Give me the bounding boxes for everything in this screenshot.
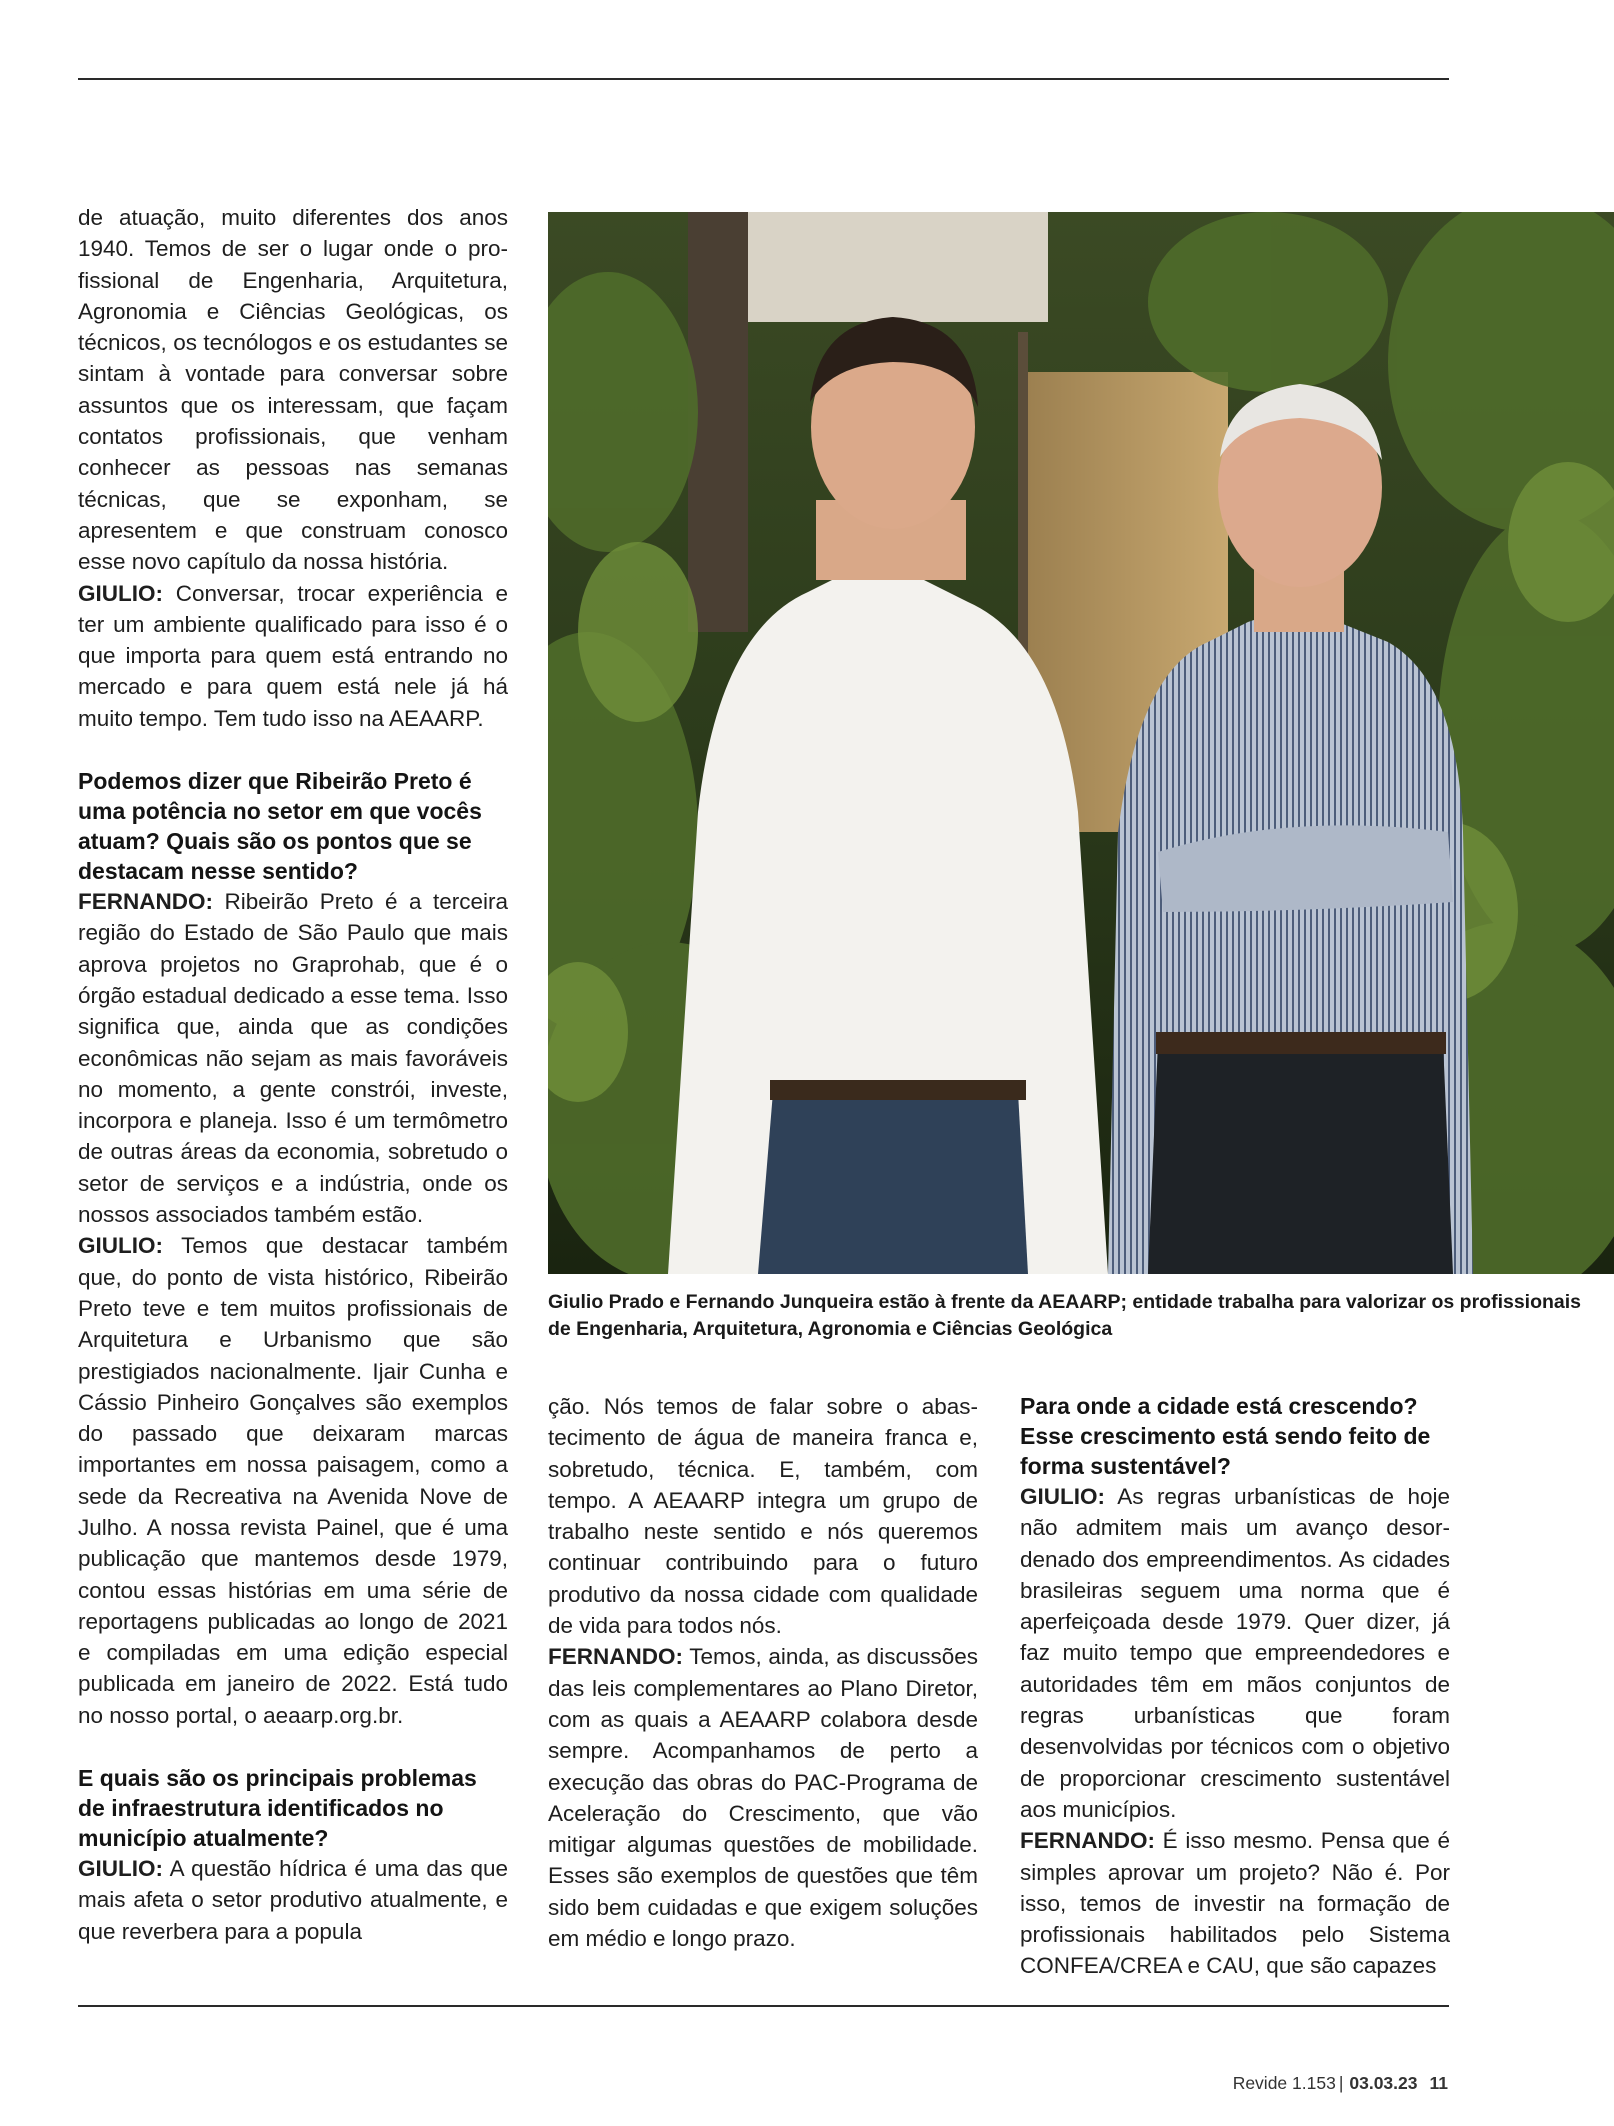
top-rule bbox=[78, 78, 1449, 80]
column-middle bbox=[548, 1391, 978, 1954]
speaker-label: GIULIO: bbox=[1020, 1484, 1105, 1509]
paragraph-text: Ribeirão Preto é a terceira região do Estado de São Paulo que mais aprova projetos no Graprohab, que é o órgão estadual dedicado a esse tema. Isso significa que, ainda que as condições econômicas não sejam as mais favoráveis no momento, a gente constrói, investe, incorpora e planeja. Isso é um termômetro de outras áreas da economia, sobretudo o setor de serviços e a indústria, onde os nossos associados também estão. bbox=[78, 889, 508, 1228]
issue-date: 03.03.23 bbox=[1349, 2073, 1418, 2093]
paragraph-text: Conversar, trocar experiência e ter um ambiente qualificado para isso é o que importa para quem está entrando no mercado e para quem está nele já há muito tempo. Tem tudo isso na AEAARP. bbox=[78, 580, 508, 731]
question-heading: E quais são os principais problemas de infraestrutura identificados no município atualmente? bbox=[78, 1765, 477, 1852]
column-left bbox=[78, 202, 508, 1947]
paragraph-text: A questão hídrica é uma das que mais afeta o setor produtivo atualmente, e que reverbera para a popula bbox=[78, 1856, 508, 1944]
paragraph-text: As regras urbanísticas de hoje não admitem mais um avanço desordenado dos empreendimentos. As cidades brasileiras seguem uma norma que é aperfeiçoada desde 1979. Quer dizer, já faz muito tempo que empreendedores e autoridades têm em mãos conjuntos de regras urbanísticas que foram desenvolvidas por técnicos com o objetivo de proporcionar crescimento sustentável aos municípios. bbox=[1020, 1484, 1450, 1822]
speaker-label: GIULIO: bbox=[78, 580, 163, 606]
paragraph bbox=[1020, 1481, 1450, 1825]
paragraph bbox=[78, 886, 508, 1230]
footer-separator: | bbox=[1338, 2073, 1344, 2093]
page-footer bbox=[1233, 2073, 1448, 2094]
paragraph-text: Temos que destacar também que, do ponto de vista histórico, Ribeirão Preto teve e tem muitos profissionais de Arquitetura e Urbanismo que são prestigiados nacionalmente. Ijair Cunha e Cássio Pinheiro Gonçalves são exemplos do passado que deixaram marcas importantes em nossa paisagem, como a sede da Recreativa na Avenida Nove de Julho. A nossa revista Painel, que é uma publicação que mantemos desde 1979, contou essas histórias em uma série de reportagens publicadas ao longo de 2021 e compiladas em uma edição especial publicada em janeiro de 2022. Está tudo no nosso portal, o aeaarp.org.br. bbox=[78, 1233, 508, 1728]
bottom-rule bbox=[78, 2005, 1449, 2007]
paragraph bbox=[78, 578, 508, 734]
speaker-label: FERNANDO: bbox=[548, 1644, 683, 1670]
question-heading: Podemos dizer que Ribeirão Preto é uma potência no setor em que vocês atuam? Quais são os pontos que se destacam nesse sentido? bbox=[78, 768, 482, 885]
paragraph bbox=[78, 1853, 508, 1947]
speaker-label: FERNANDO: bbox=[78, 889, 213, 915]
paragraph: de atuação, muito diferentes dos anos 1940. Temos de ser o lugar onde o profissional de Engenharia, Arquitetura, Agronomia e Ciências Geológicas, os técnicos, os tecnólogos e os estudantes se sintam à vontade para conversar sobre assuntos que os interessam, que façam contatos profissionais, que venham conhecer as pessoas nas semanas técnicas, que se exponham, se apresentem e que construam conosco esse novo capítulo da nossa história. bbox=[78, 205, 508, 575]
paragraph-text: É isso mesmo. Pensa que é simples aprovar um projeto? Não é. Por isso, temos de investir na formação de profissionais habilitados pelo Sistema CONFEA/CREA e CAU, que são capazes bbox=[1020, 1828, 1450, 1979]
speaker-label: FERNANDO: bbox=[1020, 1828, 1155, 1854]
magazine-issue: Revide 1.153 bbox=[1232, 2073, 1336, 2093]
speaker-label: GIULIO: bbox=[78, 1856, 163, 1882]
photo-caption: Giulio Prado e Fernando Junqueira estão à frente da AEAARP; entidade trabalha para valorizar os profissionais de Engenharia, Arquitetura, Agronomia e Ciências Geológica bbox=[548, 1291, 1582, 1340]
question-heading: Para onde a cidade está crescendo? Esse crescimento está sendo feito de forma sustentável? bbox=[1020, 1393, 1431, 1479]
photo-two-men bbox=[548, 212, 1614, 1274]
paragraph bbox=[1020, 1825, 1450, 1981]
column-right bbox=[1020, 1391, 1450, 1982]
paragraph: ção. Nós temos de falar sobre o abastecimento de água de maneira franca e, sobretudo, técnica. E, também, com tempo. A AEAARP integra um grupo de trabalho neste sentido e nós queremos continuar contribuindo para o futuro produtivo da nossa cidade com qualidade de vida para todos nós. bbox=[548, 1394, 978, 1639]
paragraph-text: Temos, ainda, as discussões das leis complementares ao Plano Diretor, com as quais a AEAARP colabora desde sempre. Acompanhamos de perto a execução das obras do PAC-Programa de Aceleração do Crescimento, que vão mitigar algumas questões de mobilidade. Esses são exemplos de questões que têm sido bem cuidadas e que exigem soluções em médio e longo prazo. bbox=[548, 1644, 978, 1952]
page-number: 11 bbox=[1429, 2073, 1448, 2093]
paragraph bbox=[548, 1641, 978, 1954]
paragraph bbox=[78, 1230, 508, 1731]
speaker-label: GIULIO: bbox=[78, 1233, 163, 1259]
